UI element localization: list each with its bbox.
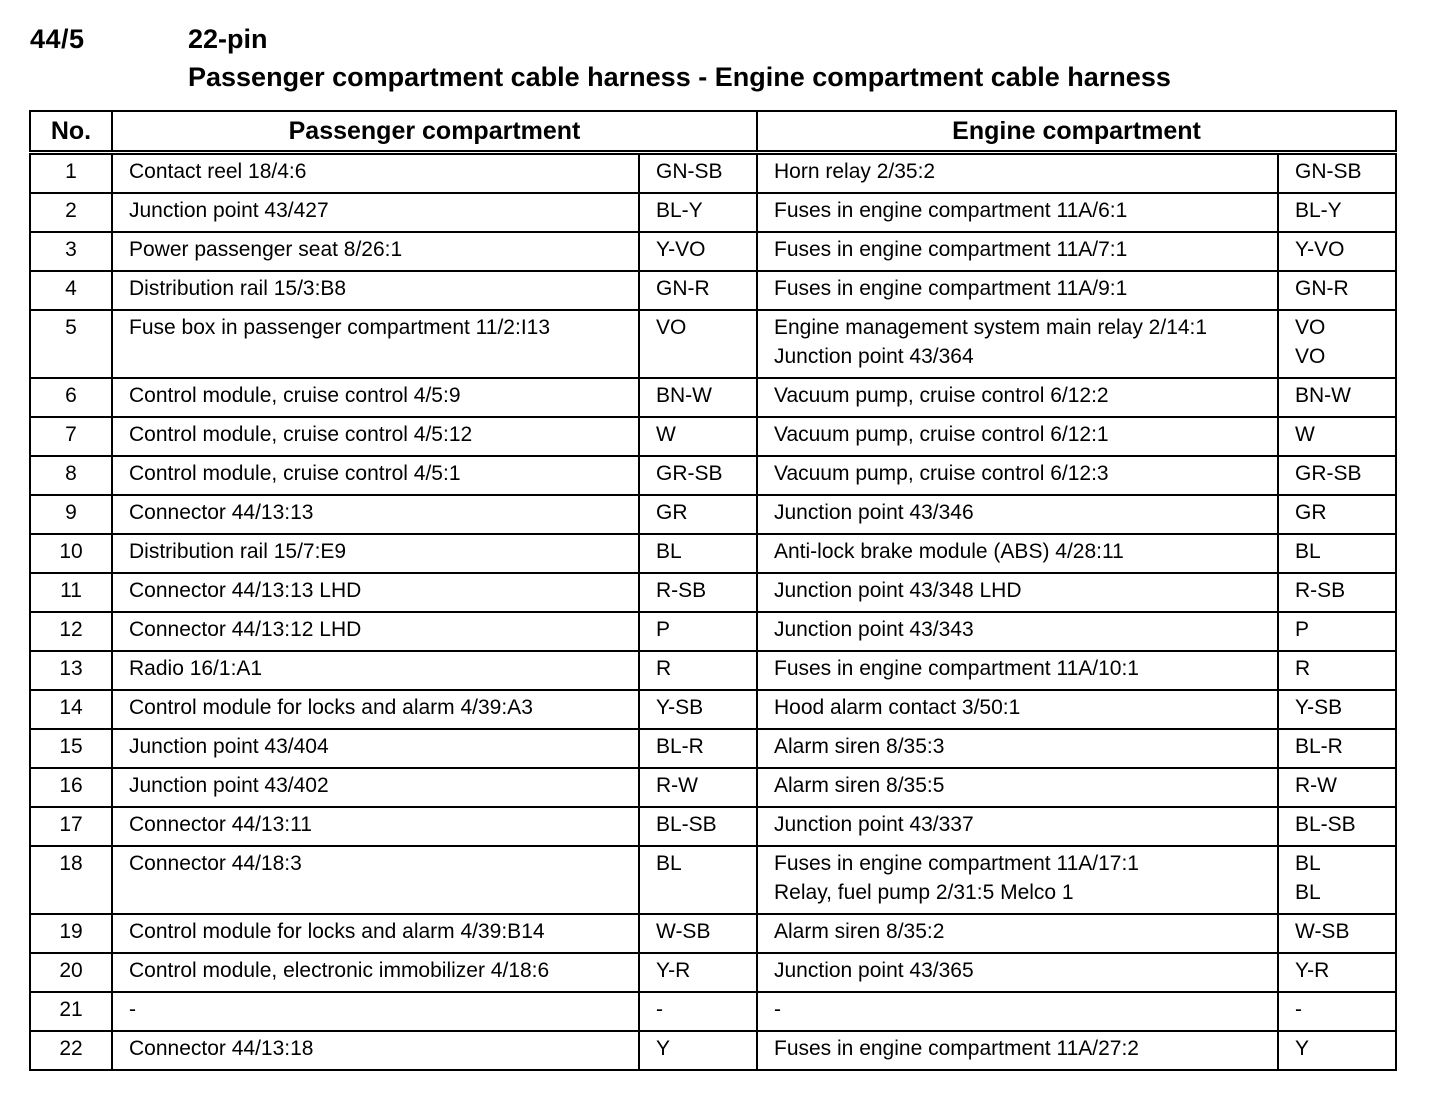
passenger-description: Junction point 43/427 [112,193,639,232]
pin-number: 3 [30,232,112,271]
engine-wire-color-line: Y [1295,1037,1310,1060]
passenger-description: Connector 44/13:13 LHD [112,573,639,612]
pin-number: 6 [30,378,112,417]
engine-wire-color [1278,807,1396,846]
engine-description [757,153,1278,194]
engine-wire-color-line: Y-SB [1295,696,1343,719]
engine-description-line: Fuses in engine compartment 11A/27:2 [774,1037,1139,1060]
engine-wire-color-line: BL [1295,540,1321,563]
engine-description [757,417,1278,456]
passenger-description: Junction point 43/404 [112,729,639,768]
passenger-wire-color: BL [639,534,757,573]
engine-description-line: Anti-lock brake module (ABS) 4/28:11 [774,540,1124,563]
engine-description-line: Relay, fuel pump 2/31:5 Melco 1 [774,881,1074,904]
engine-wire-color [1278,271,1396,310]
passenger-description: Connector 44/13:13 [112,495,639,534]
table-row [30,271,1396,310]
table-row [30,534,1396,573]
passenger-description: Connector 44/13:18 [112,1031,639,1070]
passenger-description: Junction point 43/402 [112,768,639,807]
passenger-wire-color: Y-VO [639,232,757,271]
passenger-wire-color: W-SB [639,914,757,953]
table-row [30,310,1396,378]
passenger-wire-color: BL [639,846,757,914]
engine-wire-color-line: BL [1295,852,1321,875]
passenger-wire-color: Y-SB [639,690,757,729]
engine-description [757,914,1278,953]
passenger-description: Distribution rail 15/7:E9 [112,534,639,573]
engine-wire-color [1278,992,1396,1031]
engine-description [757,612,1278,651]
column-header-passenger: Passenger compartment [112,111,757,153]
pin-number: 17 [30,807,112,846]
pin-number: 21 [30,992,112,1031]
passenger-wire-color: GR-SB [639,456,757,495]
engine-description-line: Junction point 43/346 [774,501,974,524]
pin-number: 5 [30,310,112,378]
passenger-wire-color: R-SB [639,573,757,612]
engine-wire-color [1278,846,1396,914]
engine-description-line: Alarm siren 8/35:2 [774,920,945,943]
engine-description [757,310,1278,378]
table-row [30,914,1396,953]
engine-description [757,456,1278,495]
engine-description [757,378,1278,417]
engine-description [757,992,1278,1031]
engine-wire-color [1278,651,1396,690]
table-row [30,417,1396,456]
passenger-wire-color: R [639,651,757,690]
engine-wire-color [1278,729,1396,768]
passenger-wire-color: P [639,612,757,651]
engine-description [757,271,1278,310]
engine-wire-color-line: BL-Y [1295,199,1342,222]
engine-description-line: Fuses in engine compartment 11A/9:1 [774,277,1128,300]
engine-wire-color [1278,456,1396,495]
pin-number: 1 [30,153,112,194]
passenger-wire-color: BN-W [639,378,757,417]
table-row [30,953,1396,992]
engine-description-line: Junction point 43/364 [774,345,974,368]
passenger-wire-color: BL-SB [639,807,757,846]
passenger-description: Fuse box in passenger compartment 11/2:I13 [112,310,639,378]
pin-number: 10 [30,534,112,573]
engine-wire-color [1278,768,1396,807]
table-row [30,153,1396,194]
engine-description-line: - [774,998,781,1021]
engine-wire-color-line: W-SB [1295,920,1350,943]
engine-wire-color-line: BL [1295,881,1321,904]
column-header-no: No. [30,111,112,153]
connector-number: 44/5 [30,24,85,54]
pin-number: 2 [30,193,112,232]
pin-number: 13 [30,651,112,690]
engine-description [757,768,1278,807]
engine-description-line: Fuses in engine compartment 11A/6:1 [774,199,1128,222]
table-row [30,846,1396,914]
engine-description [757,953,1278,992]
engine-description-line: Junction point 43/348 LHD [774,579,1022,602]
passenger-wire-color: R-W [639,768,757,807]
engine-description-line: Vacuum pump, cruise control 6/12:2 [774,384,1109,407]
engine-wire-color [1278,690,1396,729]
engine-description-line: Fuses in engine compartment 11A/7:1 [774,238,1128,261]
engine-description [757,729,1278,768]
page-title: Passenger compartment cable harness - Engine compartment cable harness [188,62,1171,92]
engine-description-line: Vacuum pump, cruise control 6/12:1 [774,423,1109,446]
engine-wire-color-line: BN-W [1295,384,1351,407]
engine-description-line: Vacuum pump, cruise control 6/12:3 [774,462,1109,485]
passenger-wire-color: Y [639,1031,757,1070]
table-row [30,612,1396,651]
passenger-description: - [112,992,639,1031]
engine-wire-color [1278,1031,1396,1070]
table-row [30,193,1396,232]
passenger-description: Power passenger seat 8/26:1 [112,232,639,271]
engine-description [757,193,1278,232]
engine-wire-color [1278,153,1396,194]
engine-description [757,495,1278,534]
pin-count: 22-pin [188,24,268,54]
engine-wire-color [1278,953,1396,992]
pin-table [29,110,1397,1071]
passenger-description: Control module, electronic immobilizer 4/18:6 [112,953,639,992]
engine-wire-color [1278,573,1396,612]
engine-wire-color [1278,914,1396,953]
engine-description [757,846,1278,914]
engine-description [757,232,1278,271]
engine-wire-color-line: BL-R [1295,735,1343,758]
engine-wire-color-line: VO [1295,316,1326,339]
passenger-wire-color: VO [639,310,757,378]
engine-wire-color [1278,193,1396,232]
passenger-description: Radio 16/1:A1 [112,651,639,690]
passenger-description: Distribution rail 15/3:B8 [112,271,639,310]
pin-number: 9 [30,495,112,534]
engine-description [757,573,1278,612]
table-row [30,378,1396,417]
passenger-description: Connector 44/13:12 LHD [112,612,639,651]
passenger-description: Connector 44/18:3 [112,846,639,914]
engine-wire-color-line: R [1295,657,1311,680]
passenger-wire-color: GR [639,495,757,534]
table-row [30,768,1396,807]
engine-wire-color-line: Y-R [1295,959,1330,982]
passenger-description: Control module for locks and alarm 4/39:A3 [112,690,639,729]
engine-wire-color-line: Y-VO [1295,238,1345,261]
engine-wire-color-line: W [1295,423,1315,446]
engine-wire-color-line: GN-R [1295,277,1349,300]
table-row [30,495,1396,534]
engine-description-line: Engine management system main relay 2/14:1 [774,316,1208,339]
passenger-description: Control module for locks and alarm 4/39:B14 [112,914,639,953]
engine-wire-color-line: - [1295,998,1302,1021]
column-header-engine: Engine compartment [757,111,1396,153]
table-header-row [30,111,1396,153]
table-row [30,1031,1396,1070]
engine-description [757,1031,1278,1070]
engine-wire-color [1278,534,1396,573]
pin-number: 16 [30,768,112,807]
pin-number: 18 [30,846,112,914]
engine-description-line: Junction point 43/343 [774,618,974,641]
engine-description [757,690,1278,729]
table-row [30,807,1396,846]
engine-wire-color [1278,232,1396,271]
table-row [30,232,1396,271]
passenger-wire-color: BL-Y [639,193,757,232]
engine-description-line: Fuses in engine compartment 11A/17:1 [774,852,1139,875]
passenger-description: Control module, cruise control 4/5:1 [112,456,639,495]
engine-wire-color-line: R-W [1295,774,1337,797]
table-body [30,153,1396,1071]
table-row [30,651,1396,690]
engine-wire-color [1278,495,1396,534]
engine-wire-color [1278,612,1396,651]
engine-description [757,534,1278,573]
table-row [30,729,1396,768]
engine-description-line: Fuses in engine compartment 11A/10:1 [774,657,1139,680]
engine-wire-color-line: P [1295,618,1310,641]
pin-number: 12 [30,612,112,651]
engine-wire-color-line: GR-SB [1295,462,1362,485]
passenger-description: Connector 44/13:11 [112,807,639,846]
pin-number: 4 [30,271,112,310]
engine-wire-color-line: BL-SB [1295,813,1356,836]
engine-description-line: Junction point 43/337 [774,813,974,836]
pin-number: 22 [30,1031,112,1070]
engine-wire-color [1278,378,1396,417]
pin-number: 19 [30,914,112,953]
engine-wire-color-line: VO [1295,345,1326,368]
engine-wire-color [1278,310,1396,378]
engine-description [757,651,1278,690]
engine-description-line: Horn relay 2/35:2 [774,160,936,183]
pin-number: 8 [30,456,112,495]
passenger-description: Contact reel 18/4:6 [112,153,639,194]
engine-wire-color [1278,417,1396,456]
pin-number: 11 [30,573,112,612]
engine-wire-color-line: GR [1295,501,1327,524]
passenger-wire-color: BL-R [639,729,757,768]
pin-number: 7 [30,417,112,456]
passenger-description: Control module, cruise control 4/5:12 [112,417,639,456]
table-row [30,456,1396,495]
pin-number: 20 [30,953,112,992]
pin-number: 14 [30,690,112,729]
engine-description-line: Hood alarm contact 3/50:1 [774,696,1021,719]
engine-description [757,807,1278,846]
passenger-wire-color: - [639,992,757,1031]
table-row [30,992,1396,1031]
pin-number: 15 [30,729,112,768]
engine-wire-color-line: GN-SB [1295,160,1362,183]
engine-description-line: Alarm siren 8/35:5 [774,774,945,797]
table-row [30,690,1396,729]
passenger-wire-color: GN-R [639,271,757,310]
passenger-wire-color: Y-R [639,953,757,992]
passenger-wire-color: GN-SB [639,153,757,194]
engine-wire-color-line: R-SB [1295,579,1346,602]
engine-description-line: Alarm siren 8/35:3 [774,735,945,758]
passenger-description: Control module, cruise control 4/5:9 [112,378,639,417]
table-row [30,573,1396,612]
engine-description-line: Junction point 43/365 [774,959,974,982]
passenger-wire-color: W [639,417,757,456]
